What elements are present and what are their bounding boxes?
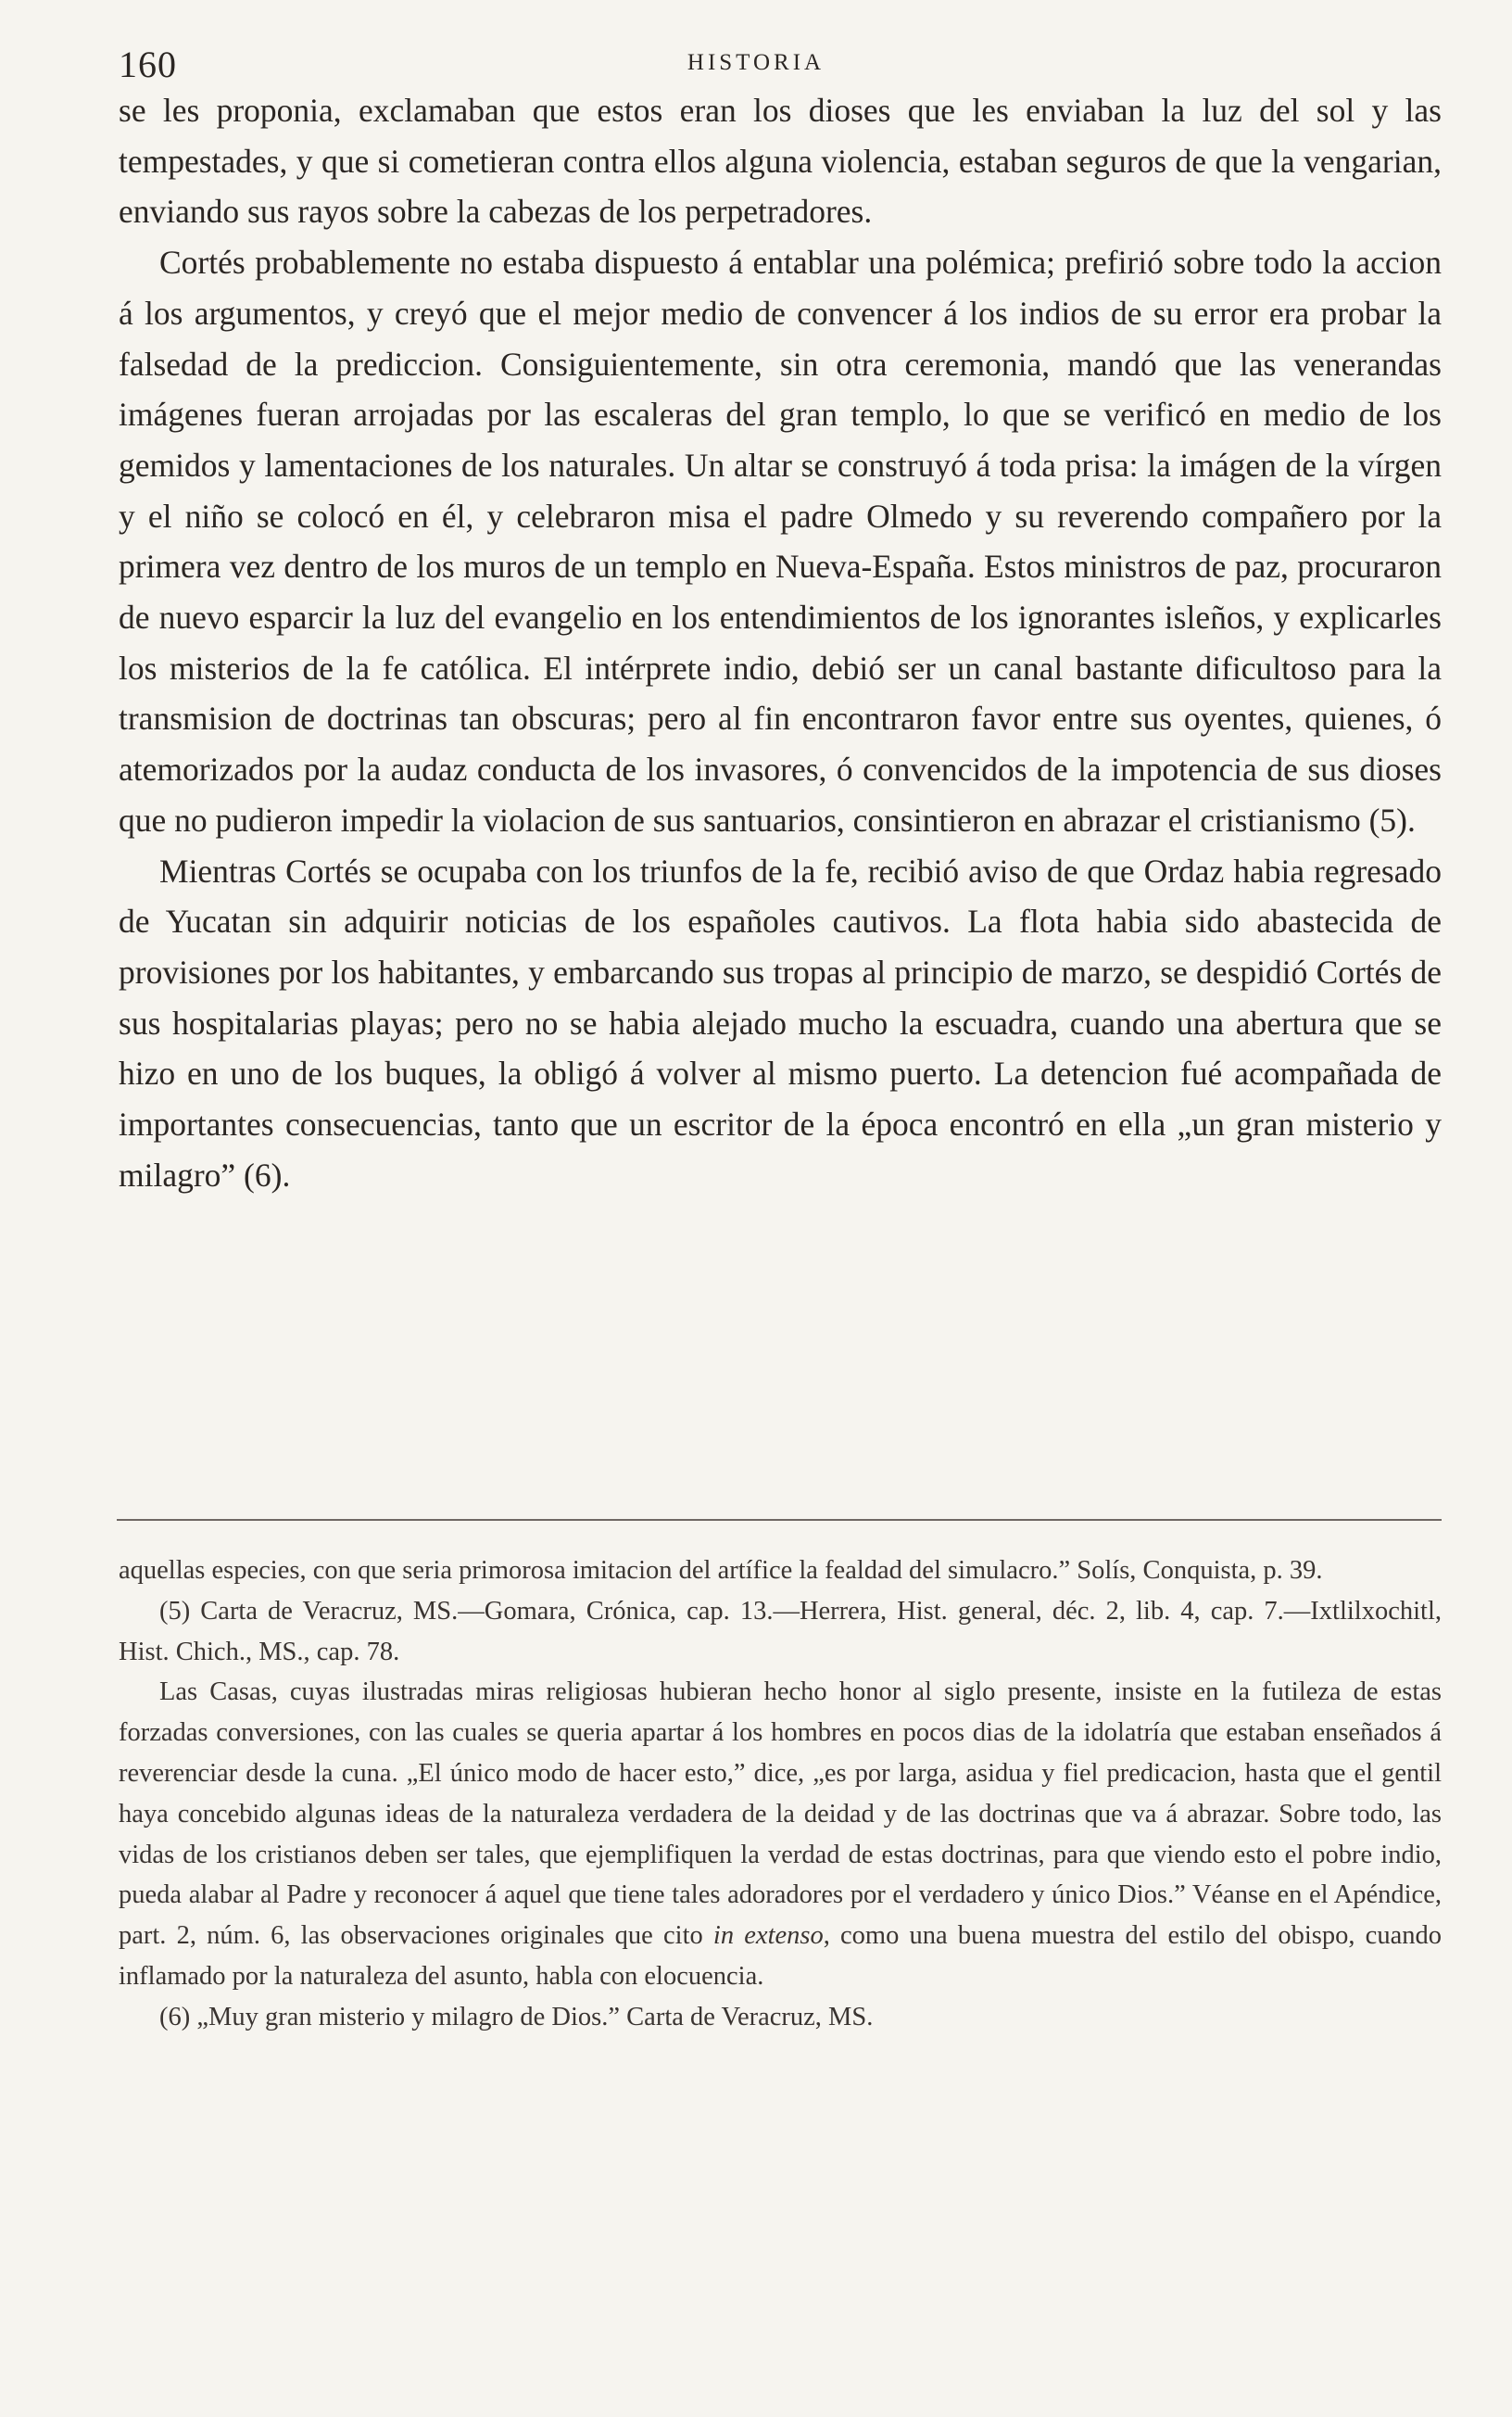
footnote-continuation: aquellas especies, con que seria primorosa imitacion del artífice la fealdad del simulacro.” Solís, Conquista, p. 39. [119,1556,1323,1585]
footnote-5-commentary-text: Las Casas, cuyas ilustradas miras religiosas hubieran hecho honor al siglo presente, insiste en la futileza de estas forzadas conversiones, con las cuales se queria apartar á los hombres en pocos dias de la idolatría que estaban enseñados á reverenciar desde la cuna. „El único modo de hacer esto,” dice, „es por larga, asidua y fiel predicacion, hasta que el gentil haya concebido algunas ideas de la naturaleza verdadera de la deidad y de las doctrinas que va á abrazar. Sobre todo, las vidas de los cristianos deben ser tales, que ejemplifiquen la verdad de estas doctrinas, para que viendo esto el pobre indio, pueda alabar al Padre y reconocer á aquel que tiene tales adoradores por el verdadero y único Dios.” Véanse en el Apéndice, part. 2, núm. 6, las observaciones originales que cito [119,1677,1442,1951]
footnotes [119,1550,1442,2038]
footnote-6: (6) „Muy gran misterio y milagro de Dios.” Carta de Veracruz, MS. [159,2002,874,2031]
paragraph-1: se les proponia, exclamaban que estos eran los dioses que les enviaban la luz del sol y las tempestades, y que si cometieran contra ellos alguna violencia, estaban seguros de que la vengarian, enviando sus rayos sobre la cabezas de los perpetradores. [119,92,1442,231]
footnote-5-commentary-end: , como una buena muestra del estilo del obispo, cuando inflamado por la naturaleza del asunto, habla con elocuencia. [119,1921,1442,1991]
page-number: 160 [119,44,177,85]
footnote-divider [117,1519,1442,1521]
paragraph-2: Cortés probablemente no estaba dispuesto á entablar una polémica; prefirió sobre todo la accion á los argumentos, y creyó que el mejor medio de convencer á los indios de su error era probar la falsedad de la prediccion. Consiguientemente, sin otra ceremonia, mandó que las venerandas imágenes fueran arrojadas por las escaleras del gran templo, lo que se verificó en medio de los gemidos y lamentaciones de los naturales. Un altar se construyó á toda prisa: la imágen de la vírgen y el niño se colocó en él, y celebraron misa el padre Olmedo y su reverendo compañero por la primera vez dentro de los muros de un templo en Nueva-España. Estos ministros de paz, procuraron de nuevo esparcir la luz del evangelio en los entendimientos de los ignorantes isleños, y explicarles los misterios de la fe católica. El intérprete indio, debió ser un canal bastante dificultoso para la transmision de doctrinas tan obscuras; pero al fin encontraron favor entre sus oyentes, quienes, ó atemorizados por la audaz conducta de los invasores, ó convencidos de la impotencia de sus dioses que no pudieron impedir la violacion de sus santuarios, consintieron en abrazar el cristianismo (5). [119,244,1442,839]
running-head: HISTORIA [687,50,825,75]
footnote-5-commentary [119,1672,1442,1996]
paragraph-3: Mientras Cortés se ocupaba con los triunfos de la fe, recibió aviso de que Ordaz habia regresado de Yucatan sin adquirir noticias de los españoles cautivos. La flota habia sido abastecida de provisiones por los habitantes, y embarcando sus tropas al principio de marzo, se despidió Cortés de sus hospitalarias playas; pero no se habia alejado mucho la escuadra, cuando una abertura que se hizo en uno de los buques, la obligó á volver al mismo puerto. La detencion fué acompañada de importantes consecuencias, tanto que un escritor de la época encontró en ella „un gran misterio y milagro” (6). [119,852,1442,1194]
footnote-5: (5) Carta de Veracruz, MS.—Gomara, Crónica, cap. 13.—Herrera, Hist. general, déc. 2, lib. 4, cap. 7.—Ixtlilxochitl, Hist. Chich., MS., cap. 78. [119,1596,1442,1666]
footnote-5-italic-phrase: in extenso [712,1921,824,1951]
main-text [119,85,1442,1200]
